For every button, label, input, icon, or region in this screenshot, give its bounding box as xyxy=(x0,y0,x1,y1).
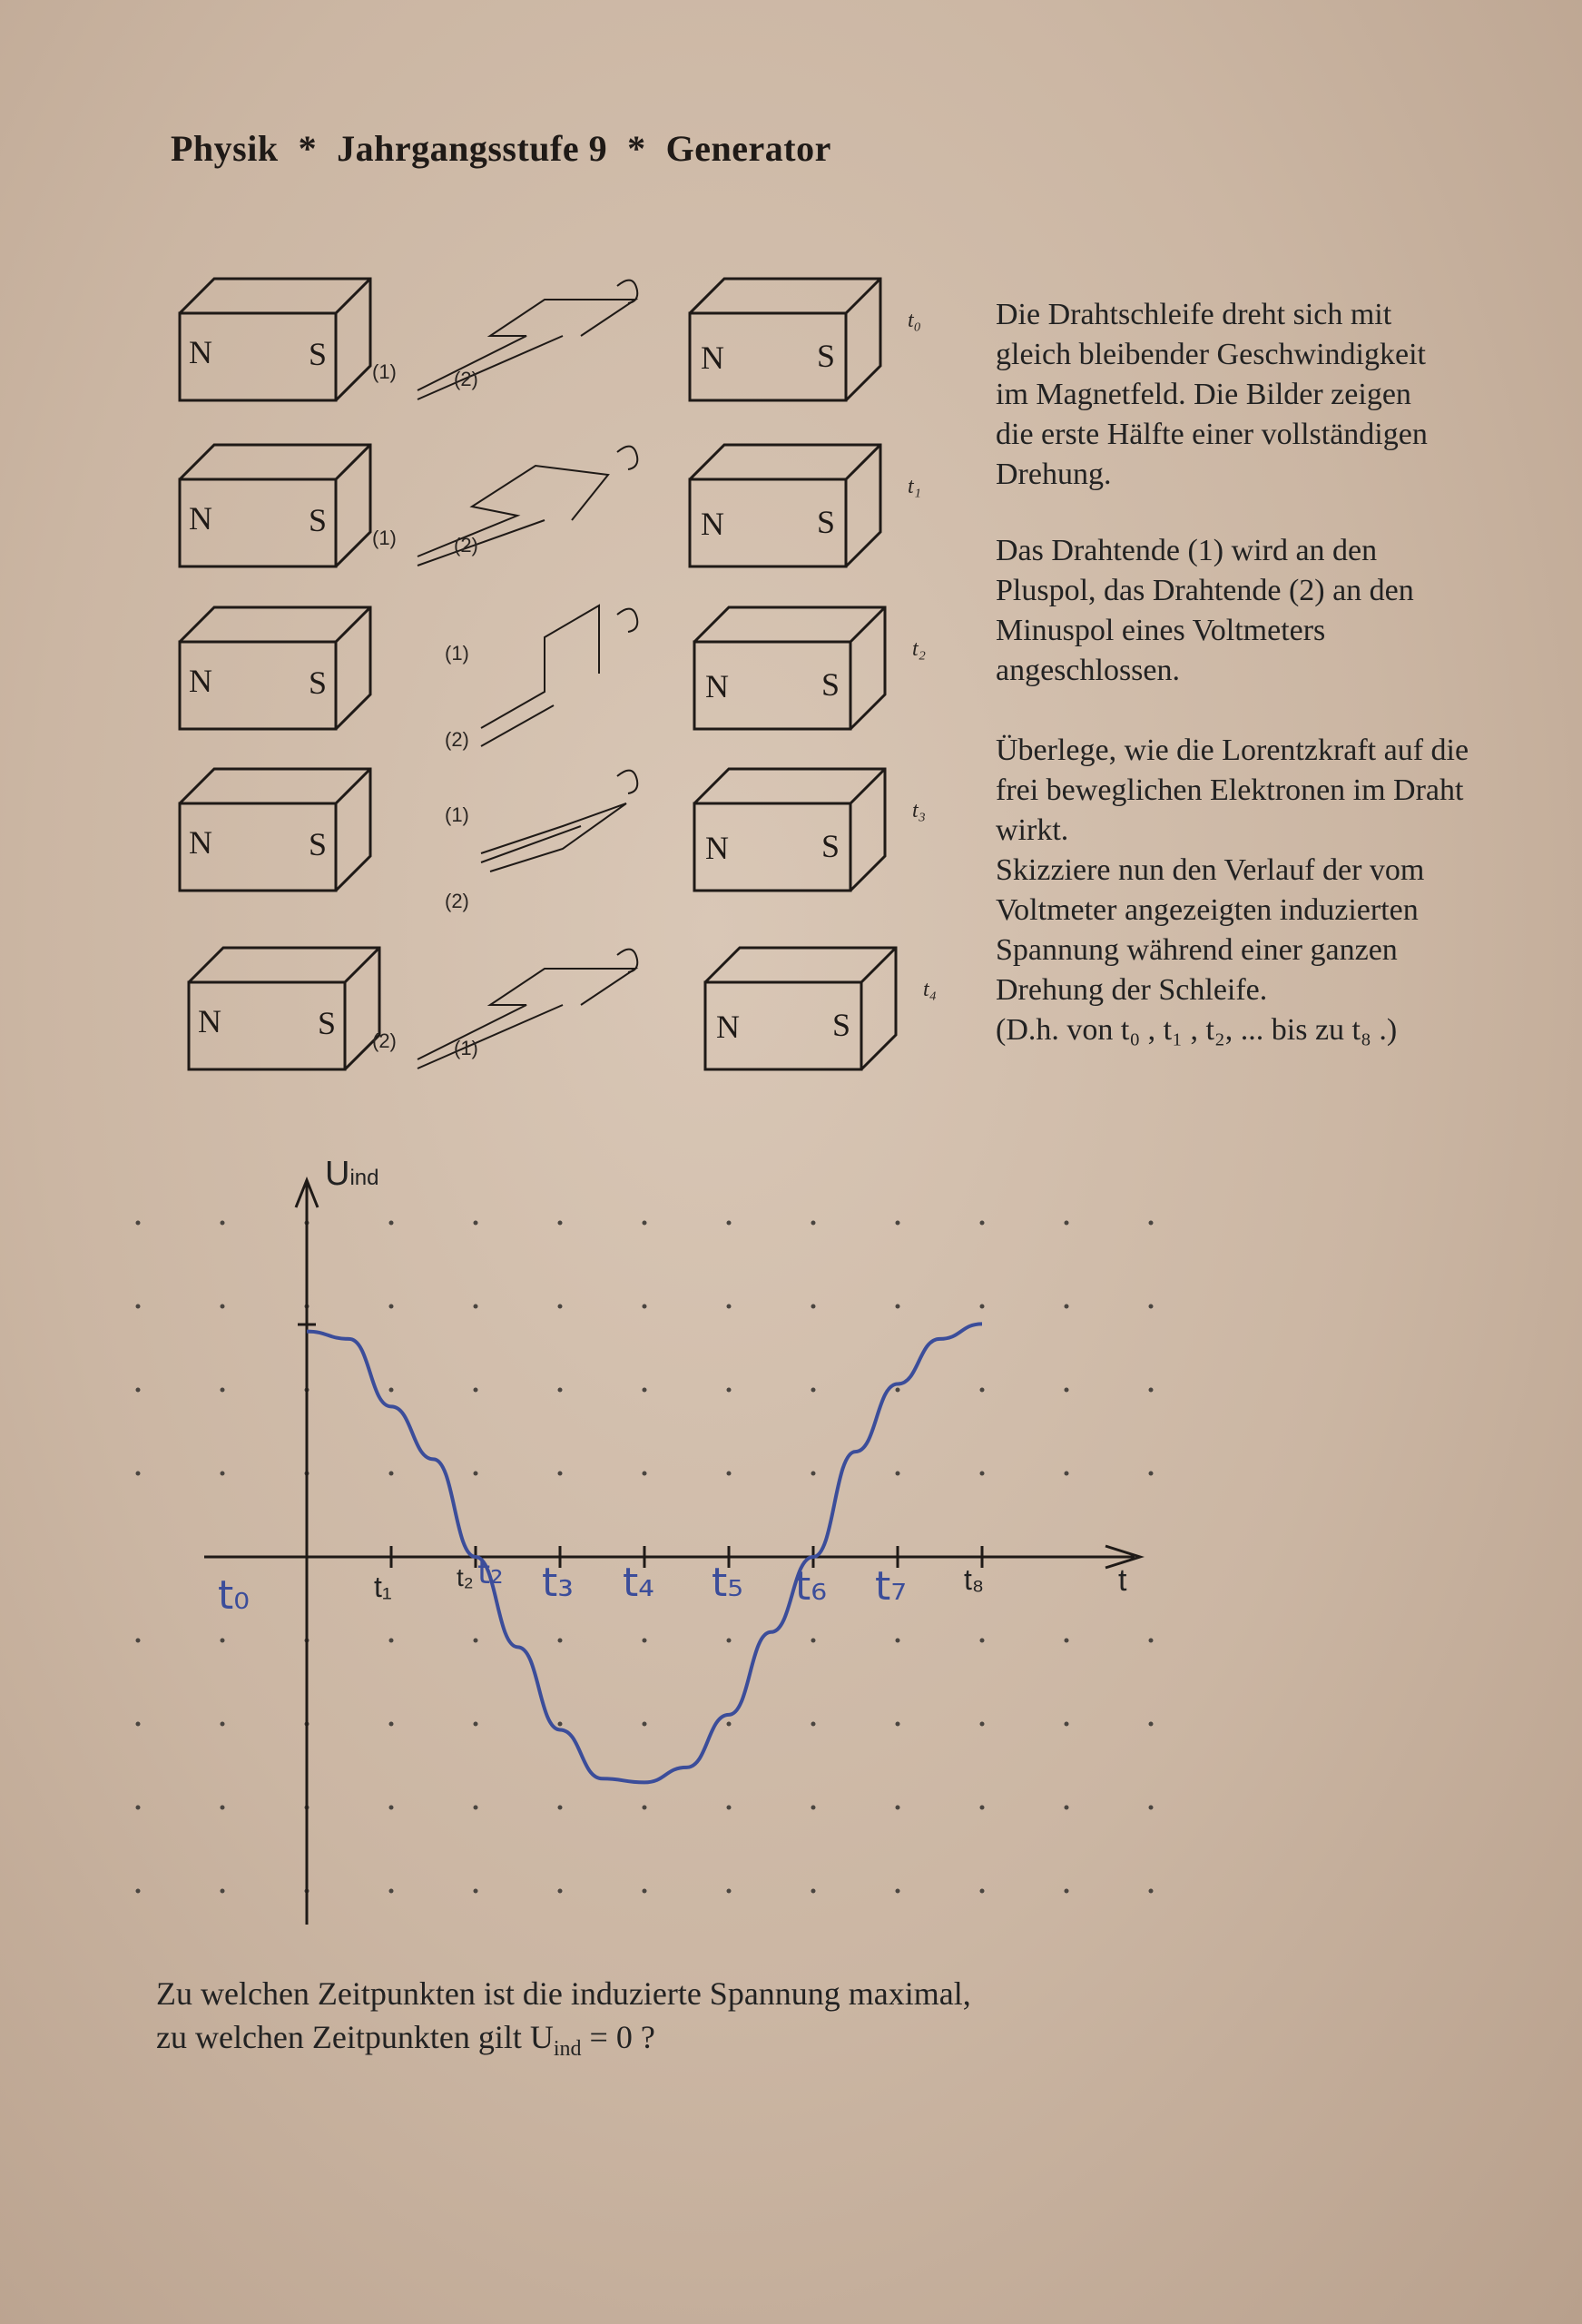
grid-dot xyxy=(474,1722,478,1727)
magnet-north-label: N xyxy=(198,1003,221,1039)
y-axis-symbol: U xyxy=(325,1155,350,1193)
grid-dot xyxy=(1065,1889,1069,1894)
question-suffix: = 0 ? xyxy=(581,2019,655,2055)
grid-dot xyxy=(727,1889,732,1894)
grid-dot xyxy=(389,1305,394,1309)
grid-dot xyxy=(896,1305,900,1309)
time-label-1: t₁ xyxy=(908,475,922,498)
title-separator-2: * xyxy=(627,128,646,169)
grid-dot xyxy=(1149,1472,1154,1476)
wire-loop-1 xyxy=(418,447,637,566)
grid-dot xyxy=(811,1722,816,1727)
question-text: zu welchen Zeitpunkten gilt U xyxy=(156,2019,554,2055)
grid-dot xyxy=(1149,1722,1154,1727)
y-axis-subscript: ind xyxy=(349,1166,379,1190)
grid-dot xyxy=(980,1889,985,1894)
description-para-2 xyxy=(996,531,1558,691)
desc-line: frei beweglichen Elektronen im Draht xyxy=(996,773,1464,807)
wire-end-b: (1) xyxy=(454,1037,478,1059)
desc-line: im Magnetfeld. Die Bilder zeigen xyxy=(996,378,1411,411)
desc-line: Das Drahtende (1) wird an den xyxy=(996,534,1378,567)
desc-line: Überlege, wie die Lorentzkraft auf die xyxy=(996,734,1469,767)
grid-dot xyxy=(558,1889,563,1894)
y-axis-arrow xyxy=(296,1180,318,1207)
wire-end-a: (1) xyxy=(372,527,397,549)
printed-tick-t2: t₂ xyxy=(457,1563,474,1591)
desc-line: Drehung der Schleife. xyxy=(996,973,1268,1007)
grid-dot xyxy=(896,1221,900,1226)
handwritten-tick-t4: t₄ xyxy=(623,1560,654,1606)
handwritten-tick-t0: t₀ xyxy=(218,1572,250,1619)
grid-dot xyxy=(727,1305,732,1309)
wire-end-a: (1) xyxy=(372,360,397,383)
grid-dot xyxy=(896,1388,900,1393)
grid-dot xyxy=(1149,1305,1154,1309)
wire-end-b: (2) xyxy=(454,534,478,556)
grid-dot xyxy=(1065,1806,1069,1810)
wire-end-b: (2) xyxy=(445,728,469,751)
grid-dot xyxy=(558,1722,563,1727)
grid-dot xyxy=(474,1806,478,1810)
grid-dot xyxy=(305,1472,310,1476)
desc-line: Pluspol, das Drahtende (2) an den xyxy=(996,574,1414,607)
wire-end-a: (1) xyxy=(445,642,469,665)
wire-end-a: (1) xyxy=(445,803,469,826)
grid-dot xyxy=(305,1305,310,1309)
grid-dot xyxy=(474,1639,478,1643)
grid-dot xyxy=(727,1388,732,1393)
grid-dot xyxy=(136,1722,141,1727)
wire-end-b: (2) xyxy=(445,890,469,912)
topic: Generator xyxy=(665,128,831,169)
grid-dot xyxy=(896,1806,900,1810)
grid-dot xyxy=(727,1722,732,1727)
desc-line: Die Drahtschleife dreht sich mit xyxy=(996,298,1392,331)
handwritten-tick-t2: t₂ xyxy=(477,1554,504,1591)
grid-dot xyxy=(727,1221,732,1226)
grid-dot xyxy=(136,1388,141,1393)
grid-dot xyxy=(136,1889,141,1894)
grid-dot xyxy=(1065,1221,1069,1226)
grid-dot xyxy=(136,1806,141,1810)
desc-line: Minuspol eines Voltmeters xyxy=(996,614,1326,647)
grid-dot xyxy=(811,1472,816,1476)
handwritten-tick-t5: t₅ xyxy=(712,1560,743,1606)
grid-dot xyxy=(474,1889,478,1894)
grid-dot xyxy=(1065,1305,1069,1309)
grid-dot xyxy=(1065,1472,1069,1476)
desc-line: gleich bleibender Geschwindigkeit xyxy=(996,338,1426,371)
magnet-north-label: N xyxy=(705,668,729,704)
grid-dot xyxy=(221,1388,225,1393)
grid-dot xyxy=(305,1889,310,1894)
grid-dot xyxy=(558,1806,563,1810)
grid-dot xyxy=(643,1305,647,1309)
grid-dot xyxy=(811,1305,816,1309)
handwritten-tick-t7: t₇ xyxy=(875,1563,907,1610)
grid-dot xyxy=(558,1388,563,1393)
grid-dot xyxy=(389,1889,394,1894)
question-line-2 xyxy=(156,2015,971,2063)
printed-tick-t8: t₈ xyxy=(964,1563,985,1596)
subject: Physik xyxy=(171,128,279,169)
grid-dot xyxy=(1149,1889,1154,1894)
description-para-3 xyxy=(996,731,1558,1050)
grid-dot xyxy=(896,1639,900,1643)
grid-dot xyxy=(811,1221,816,1226)
grid-dot xyxy=(643,1472,647,1476)
magnet-south-label: S xyxy=(832,1007,851,1043)
desc-line: die erste Hälfte einer vollständigen xyxy=(996,418,1428,451)
grid-dot xyxy=(474,1305,478,1309)
grid-dot xyxy=(1065,1639,1069,1643)
magnet-south-label: S xyxy=(817,338,836,374)
grid-dot xyxy=(389,1472,394,1476)
question-subscript: ind xyxy=(553,2037,582,2061)
magnet-north-label: N xyxy=(189,663,212,699)
grid-dot xyxy=(811,1806,816,1810)
grid-dot xyxy=(136,1639,141,1643)
grid-dot xyxy=(1149,1639,1154,1643)
magnet-north-label: N xyxy=(716,1009,740,1045)
time-label-0: t₀ xyxy=(908,309,922,332)
grid-dot xyxy=(558,1639,563,1643)
desc-line: (D.h. von t₀ , t₁ , t₂, ... bis zu t₈ .) xyxy=(996,1013,1398,1047)
grid-dot xyxy=(305,1221,310,1226)
grid-dot xyxy=(474,1472,478,1476)
grid-dot xyxy=(221,1305,225,1309)
grid-dot xyxy=(643,1722,647,1727)
desc-line: Voltmeter angezeigten induzierten xyxy=(996,893,1419,927)
grid-dot xyxy=(221,1806,225,1810)
magnet-south-label: S xyxy=(309,502,328,538)
grid-dot xyxy=(389,1806,394,1810)
grid-dot xyxy=(389,1722,394,1727)
grid-dot xyxy=(136,1305,141,1309)
grid-dot xyxy=(221,1722,225,1727)
time-label-2: t₂ xyxy=(912,637,927,661)
grid-dot xyxy=(643,1221,647,1226)
wire-loop-3 xyxy=(481,771,637,872)
grid-dot xyxy=(136,1472,141,1476)
desc-line: wirkt. xyxy=(996,813,1069,847)
grid-dot xyxy=(643,1388,647,1393)
magnet-south-label: S xyxy=(309,826,328,862)
desc-line: angeschlossen. xyxy=(996,654,1181,687)
magnet-south-label: S xyxy=(821,666,840,703)
x-axis-label: t xyxy=(1118,1563,1127,1598)
magnet-north-label: N xyxy=(189,500,212,537)
grid-dot xyxy=(1149,1388,1154,1393)
grid-dot xyxy=(727,1639,732,1643)
grid-dot xyxy=(558,1221,563,1226)
grid-dot xyxy=(980,1806,985,1810)
grid-dot xyxy=(305,1722,310,1727)
grid-dot xyxy=(980,1472,985,1476)
magnet-north-label: N xyxy=(701,340,724,376)
printed-tick-t1: t₁ xyxy=(374,1571,392,1603)
description-para-1 xyxy=(996,295,1558,495)
grid-dot xyxy=(980,1388,985,1393)
title-separator: * xyxy=(298,128,318,169)
desc-line: Drehung. xyxy=(996,458,1112,491)
magnet-south-label: S xyxy=(817,504,836,540)
desc-line: Spannung während einer ganzen xyxy=(996,933,1398,967)
grid-dot xyxy=(474,1388,478,1393)
magnet-south-label: S xyxy=(309,665,328,701)
magnet-south-label: S xyxy=(318,1005,337,1041)
grid-dot xyxy=(136,1221,141,1226)
handwritten-tick-t3: t₃ xyxy=(542,1560,574,1606)
grid-dot xyxy=(1065,1388,1069,1393)
voltage-curve xyxy=(307,1324,985,1782)
grid-dot xyxy=(811,1388,816,1393)
grid-dot xyxy=(221,1221,225,1226)
wire-loop-0 xyxy=(418,281,637,399)
handwritten-tick-t6: t₆ xyxy=(795,1563,827,1610)
magnet-south-label: S xyxy=(309,336,328,372)
grid-dot xyxy=(221,1889,225,1894)
grid-dot xyxy=(389,1221,394,1226)
grid-dot xyxy=(896,1889,900,1894)
time-label-4: t₄ xyxy=(923,978,938,1001)
magnet-south-label: S xyxy=(821,828,840,864)
y-axis-label xyxy=(325,1155,378,1194)
grid-dot xyxy=(811,1889,816,1894)
magnet-north-label: N xyxy=(189,334,212,370)
grid-dot xyxy=(980,1221,985,1226)
wire-loop-4 xyxy=(418,950,637,1068)
grid-dot xyxy=(558,1305,563,1309)
grid-dot xyxy=(389,1639,394,1643)
grade: Jahrgangsstufe 9 xyxy=(337,128,608,169)
grid-dot xyxy=(643,1806,647,1810)
grid-dot xyxy=(980,1639,985,1643)
grid-dot xyxy=(389,1388,394,1393)
grid-dot xyxy=(558,1472,563,1476)
grid-dot xyxy=(221,1472,225,1476)
grid-dot xyxy=(305,1388,310,1393)
grid-dot xyxy=(980,1305,985,1309)
time-label-3: t₃ xyxy=(912,799,927,822)
wire-end-a: (2) xyxy=(372,1029,397,1052)
question-line-1: Zu welchen Zeitpunkten ist die induzierte Spannung maximal, xyxy=(156,1975,971,2012)
grid-dot xyxy=(1149,1221,1154,1226)
magnet-north-label: N xyxy=(189,824,212,861)
grid-dot xyxy=(980,1722,985,1727)
grid-dot xyxy=(221,1639,225,1643)
desc-line: Skizziere nun den Verlauf der vom xyxy=(996,853,1425,887)
grid-dot xyxy=(1149,1806,1154,1810)
wire-end-b: (2) xyxy=(454,368,478,390)
grid-dot xyxy=(474,1221,478,1226)
grid-dot xyxy=(305,1806,310,1810)
magnet-north-label: N xyxy=(705,830,729,866)
question xyxy=(156,1972,971,2063)
grid-dot xyxy=(305,1639,310,1643)
grid-dot xyxy=(1065,1722,1069,1727)
magnet-north-label: N xyxy=(701,506,724,542)
grid-dot xyxy=(643,1889,647,1894)
grid-dot xyxy=(643,1639,647,1643)
grid-dot xyxy=(727,1472,732,1476)
grid-dot xyxy=(896,1722,900,1727)
grid-dot xyxy=(811,1639,816,1643)
grid-dot xyxy=(896,1472,900,1476)
wire-loop-2 xyxy=(481,606,637,746)
grid-dot xyxy=(727,1806,732,1810)
